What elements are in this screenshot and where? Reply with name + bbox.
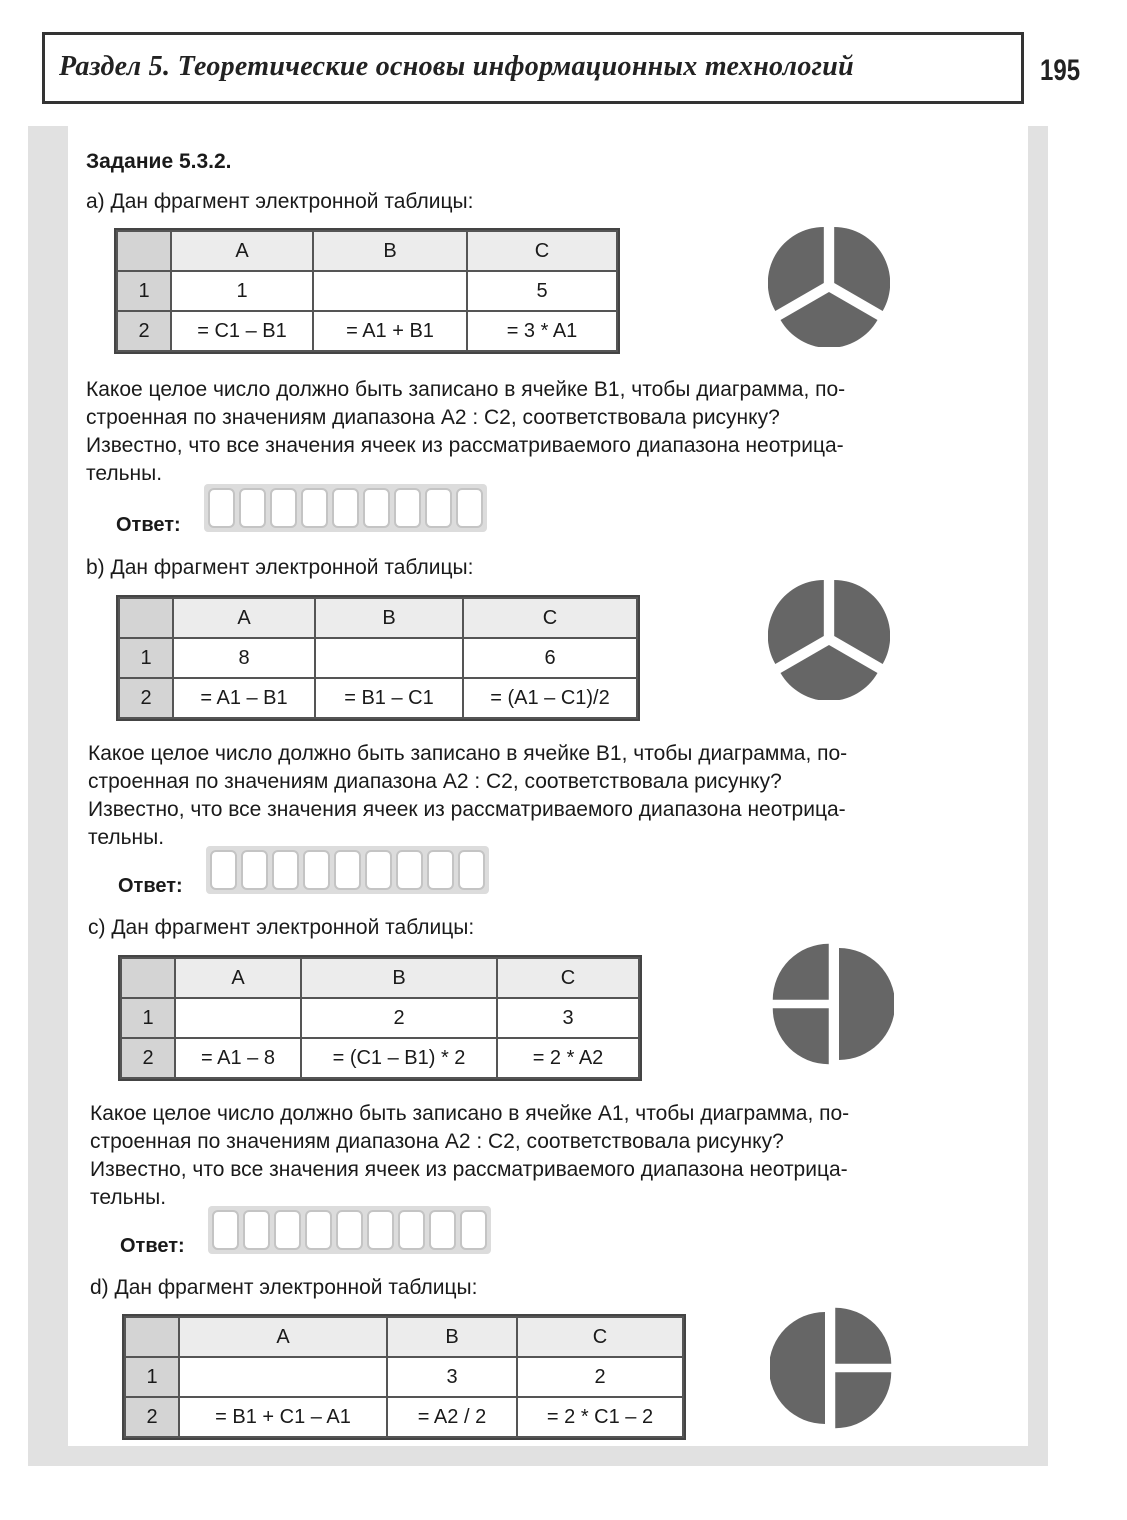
cell-a1 — [179, 1357, 387, 1397]
answer-cell[interactable] — [429, 1210, 456, 1250]
answer-cell[interactable] — [363, 488, 390, 528]
col-header-b: B — [387, 1317, 517, 1357]
cell-b2: = B1 – C1 — [315, 678, 463, 718]
pie-slice — [834, 580, 890, 664]
col-header-b: B — [313, 231, 467, 271]
question-line: строенная по значениям диапазона A2 : C2, соответствовала рисунку? — [90, 1130, 784, 1153]
pie-slice — [839, 948, 894, 1060]
answer-cell[interactable] — [398, 1210, 425, 1250]
cell-a2: = A1 – 8 — [175, 1038, 301, 1078]
pie-slice — [773, 944, 829, 1000]
pie-slice — [770, 1312, 825, 1424]
part-b-pie-chart — [768, 578, 890, 700]
answer-cell[interactable] — [210, 850, 237, 890]
col-header-a: A — [179, 1317, 387, 1357]
part-c-table — [120, 957, 640, 1079]
part-a-intro: а) Дан фрагмент электронной таблицы: — [86, 190, 474, 213]
col-header-a: A — [175, 958, 301, 998]
pie-slice — [835, 1308, 891, 1364]
part-b-question — [88, 740, 1000, 852]
answer-cell[interactable] — [458, 850, 485, 890]
section-title: Раздел 5. Теоретические основы информационных технологий — [59, 51, 855, 82]
task-title: Задание 5.3.2. — [86, 150, 232, 173]
pie-slice — [768, 227, 824, 311]
answer-cell[interactable] — [243, 1210, 270, 1250]
answer-cell[interactable] — [427, 850, 454, 890]
cell-a1: 8 — [173, 638, 315, 678]
row-header-2: 2 — [119, 678, 173, 718]
question-line: Какое целое число должно быть записано в ячейке B1, чтобы диаграмма, по- — [86, 378, 846, 401]
section-header — [42, 32, 1024, 104]
part-b-intro: b) Дан фрагмент электронной таблицы: — [86, 556, 474, 579]
row-header-1: 1 — [119, 638, 173, 678]
part-c-answer-label: Ответ: — [120, 1235, 185, 1257]
answer-cell[interactable] — [334, 850, 361, 890]
part-b-answer-label: Ответ: — [118, 875, 183, 897]
pie-slice — [773, 1008, 829, 1064]
corner-cell — [119, 598, 173, 638]
cell-a2: = A1 – B1 — [173, 678, 315, 718]
cell-c2: = (A1 – C1)/2 — [463, 678, 637, 718]
pie-slice — [834, 227, 890, 311]
answer-cell[interactable] — [272, 850, 299, 890]
answer-cell[interactable] — [274, 1210, 301, 1250]
cell-c1: 2 — [517, 1357, 683, 1397]
answer-cell[interactable] — [270, 488, 297, 528]
answer-cell[interactable] — [367, 1210, 394, 1250]
question-line: Какое целое число должно быть записано в ячейке A1, чтобы диаграмма, по- — [90, 1102, 850, 1125]
cell-b2: = A2 / 2 — [387, 1397, 517, 1437]
cell-b1 — [315, 638, 463, 678]
answer-cell[interactable] — [425, 488, 452, 528]
question-line: тельны. — [90, 1186, 167, 1209]
cell-b1: 2 — [301, 998, 497, 1038]
part-b-answer-field[interactable] — [206, 846, 489, 894]
row-header-1: 1 — [117, 271, 171, 311]
row-header-1: 1 — [125, 1357, 179, 1397]
pie-slice — [768, 580, 824, 664]
answer-cell[interactable] — [239, 488, 266, 528]
question-line: строенная по значениям диапазона A2 : C2, соответствовала рисунку? — [86, 406, 780, 429]
cell-c1: 3 — [497, 998, 639, 1038]
part-d-pie-chart — [770, 1307, 892, 1429]
cell-a2: = C1 – B1 — [171, 311, 313, 351]
part-c-pie-chart — [772, 943, 894, 1065]
question-line: тельны. — [88, 826, 165, 849]
row-header-2: 2 — [125, 1397, 179, 1437]
page-number: 195 — [1040, 54, 1081, 87]
answer-cell[interactable] — [303, 850, 330, 890]
part-c-intro: c) Дан фрагмент электронной таблицы: — [88, 916, 475, 939]
answer-cell[interactable] — [301, 488, 328, 528]
answer-cell[interactable] — [394, 488, 421, 528]
part-a-answer-label: Ответ: — [116, 514, 181, 536]
col-header-c: C — [463, 598, 637, 638]
question-line: Известно, что все значения ячеек из рассматриваемого диапазона неотрица- — [90, 1158, 848, 1181]
pie-slice — [781, 292, 878, 347]
cell-a2: = B1 + C1 – A1 — [179, 1397, 387, 1437]
part-a-answer-field[interactable] — [204, 484, 487, 532]
row-header-2: 2 — [117, 311, 171, 351]
answer-cell[interactable] — [332, 488, 359, 528]
answer-cell[interactable] — [208, 488, 235, 528]
col-header-a: A — [173, 598, 315, 638]
corner-cell — [117, 231, 171, 271]
part-d-table — [124, 1316, 684, 1438]
row-header-1: 1 — [121, 998, 175, 1038]
cell-c2: = 3 * A1 — [467, 311, 617, 351]
part-d-intro: d) Дан фрагмент электронной таблицы: — [90, 1276, 478, 1299]
part-a-pie-chart — [768, 225, 890, 347]
question-line: строенная по значениям диапазона A2 : C2, соответствовала рисунку? — [88, 770, 782, 793]
answer-cell[interactable] — [212, 1210, 239, 1250]
answer-cell[interactable] — [396, 850, 423, 890]
cell-c2: = 2 * A2 — [497, 1038, 639, 1078]
question-line: Какое целое число должно быть записано в ячейке B1, чтобы диаграмма, по- — [88, 742, 848, 765]
cell-b1 — [313, 271, 467, 311]
col-header-b: B — [315, 598, 463, 638]
cell-c1: 5 — [467, 271, 617, 311]
answer-cell[interactable] — [456, 488, 483, 528]
answer-cell[interactable] — [241, 850, 268, 890]
question-line: тельны. — [86, 462, 163, 485]
row-header-2: 2 — [121, 1038, 175, 1078]
part-c-question — [90, 1100, 1002, 1212]
cell-c1: 6 — [463, 638, 637, 678]
part-c-answer-field[interactable] — [208, 1206, 491, 1254]
part-a-table — [116, 230, 618, 352]
question-line: Известно, что все значения ячеек из рассматриваемого диапазона неотрица- — [88, 798, 846, 821]
col-header-a: A — [171, 231, 313, 271]
cell-b2: = (C1 – B1) * 2 — [301, 1038, 497, 1078]
col-header-c: C — [517, 1317, 683, 1357]
part-a-question — [86, 376, 998, 488]
corner-cell — [125, 1317, 179, 1357]
answer-cell[interactable] — [336, 1210, 363, 1250]
pie-slice — [835, 1372, 891, 1428]
col-header-c: C — [467, 231, 617, 271]
question-line: Известно, что все значения ячеек из рассматриваемого диапазона неотрица- — [86, 434, 844, 457]
cell-b2: = A1 + B1 — [313, 311, 467, 351]
answer-cell[interactable] — [305, 1210, 332, 1250]
cell-b1: 3 — [387, 1357, 517, 1397]
answer-cell[interactable] — [365, 850, 392, 890]
corner-cell — [121, 958, 175, 998]
cell-c2: = 2 * C1 – 2 — [517, 1397, 683, 1437]
answer-cell[interactable] — [460, 1210, 487, 1250]
cell-a1 — [175, 998, 301, 1038]
col-header-b: B — [301, 958, 497, 998]
part-b-table — [118, 597, 638, 719]
cell-a1: 1 — [171, 271, 313, 311]
pie-slice — [781, 645, 878, 700]
col-header-c: C — [497, 958, 639, 998]
